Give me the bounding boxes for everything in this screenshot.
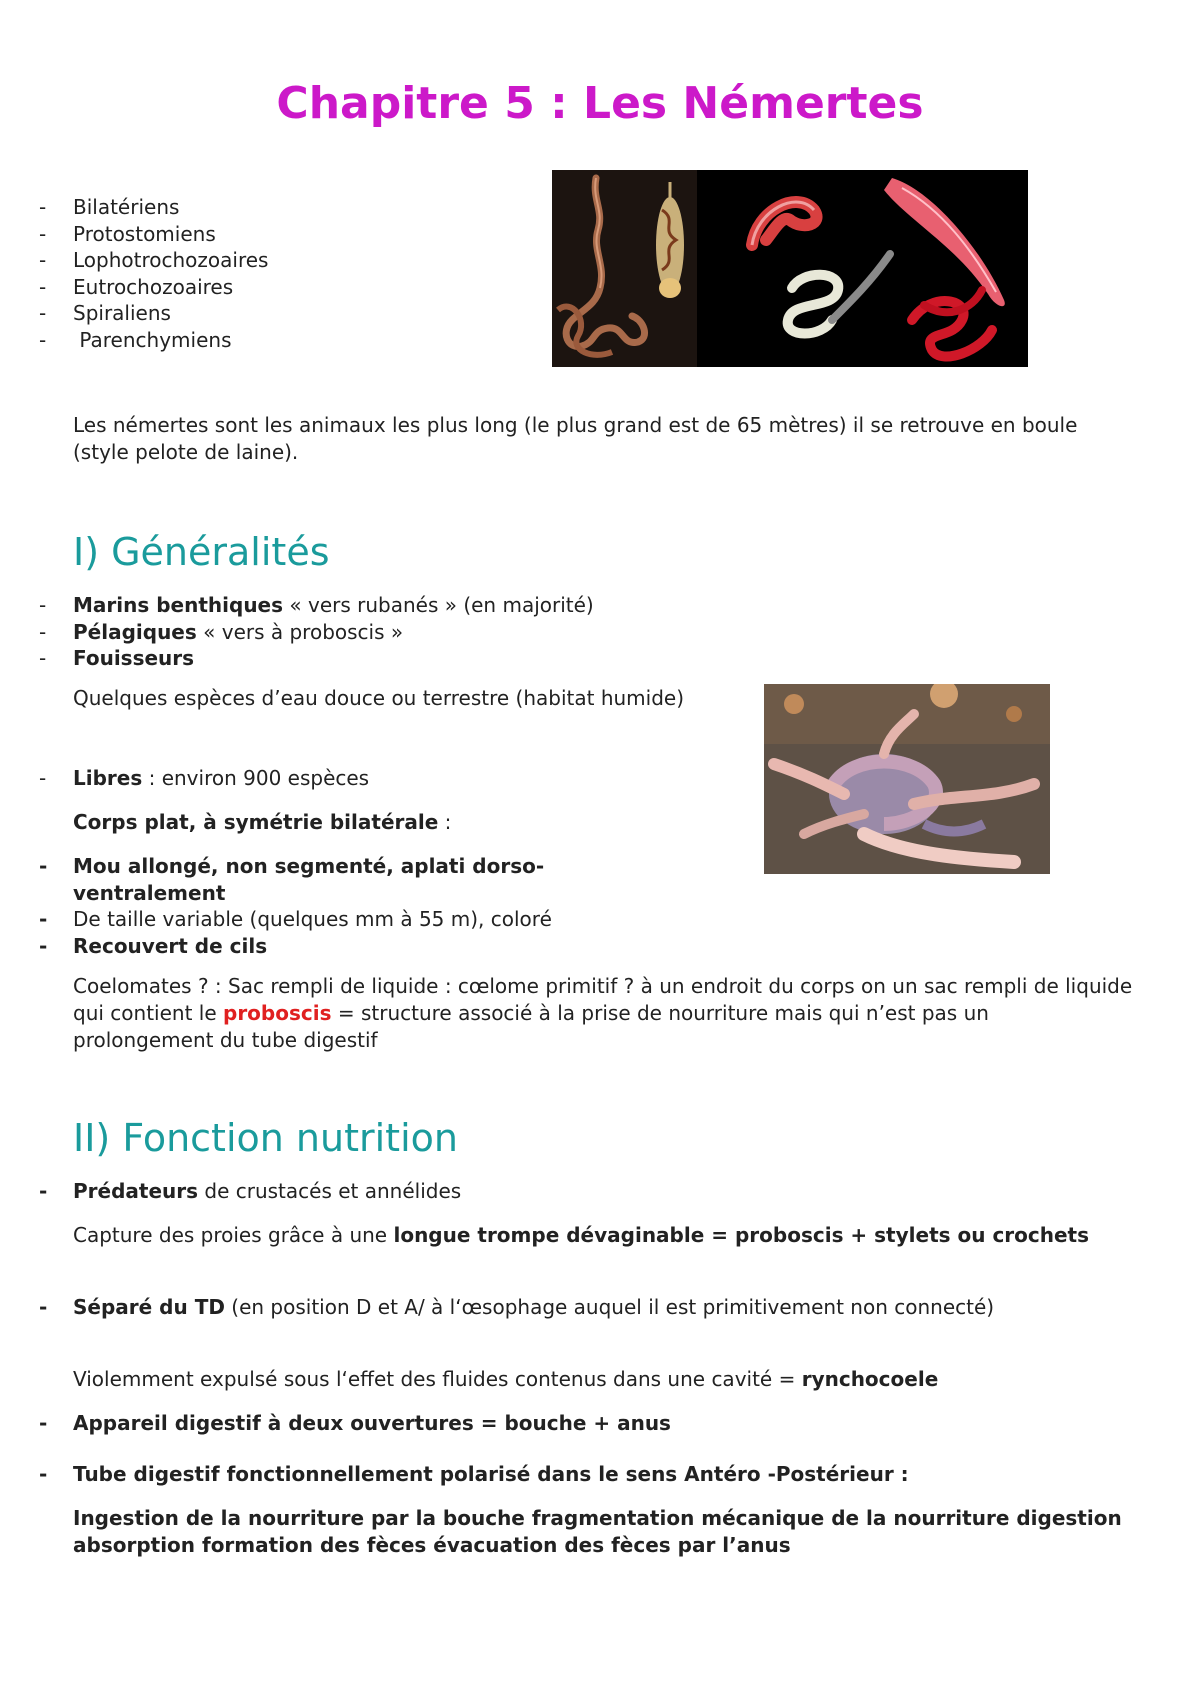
list-item: - Parenchymiens	[0, 327, 520, 354]
list-item: - Prédateurs de crustacés et annélides	[0, 1178, 1100, 1205]
nemertean-worms-photo	[552, 170, 1028, 367]
list-item: - Recouvert de cils	[0, 933, 690, 960]
list-item: - Eutrochozoaires	[0, 274, 520, 301]
separe-list	[0, 1294, 1133, 1321]
habitat-list	[0, 592, 800, 672]
page-title: Chapitre 5 : Les Némertes	[276, 78, 924, 129]
list-item: - Protostomiens	[0, 221, 520, 248]
intro-paragraph: Les némertes sont les animaux les plus long (le plus grand est de 65 mètres) il se retrouve en boule (style pelote de laine).	[73, 413, 1078, 464]
list-item: - Libres : environ 900 espèces	[0, 765, 700, 792]
list-item: - Bilatériens	[0, 194, 520, 221]
section-heading-generalites: I) Généralités	[73, 530, 330, 574]
appareil-list	[0, 1410, 1133, 1437]
body-shape-paragraph: Corps plat, à symétrie bilatérale :	[73, 810, 452, 834]
list-item: - De taille variable (quelques mm à 55 m), coloré	[0, 906, 690, 933]
freshwater-paragraph: Quelques espèces d’eau douce ou terrestre (habitat humide)	[73, 686, 685, 710]
tube-list	[0, 1461, 1133, 1488]
list-item: - Marins benthiques « vers rubanés » (en majorité)	[0, 592, 800, 619]
ingestion-paragraph: Ingestion de la nourriture par la bouche fragmentation mécanique de la nourriture digestion absorption formation des fèces évacuation des fèces par l’anus	[73, 1506, 1122, 1557]
libres-list	[0, 765, 700, 792]
section-heading-nutrition: II) Fonction nutrition	[73, 1116, 458, 1160]
list-item: - Spiraliens	[0, 300, 520, 327]
coelom-paragraph: Coelomates ? : Sac rempli de liquide : cœlome primitif ? à un endroit du corps on un sac rempli de liquide qui contient le proboscis = structure associé à la prise de nourriture mais qui n’est pas un prolongement du tube digestif	[73, 974, 1133, 1052]
body-features-list	[0, 853, 690, 959]
list-item: - Tube digestif fonctionnellement polarisé dans le sens Antéro -Postérieur :	[0, 1461, 1133, 1488]
classification-list	[0, 194, 520, 353]
ribbon-worms-photo	[764, 684, 1050, 874]
list-item: - Pélagiques « vers à proboscis »	[0, 619, 800, 646]
list-item: - Fouisseurs	[0, 645, 800, 672]
predator-list	[0, 1178, 1100, 1205]
expulse-paragraph: Violemment expulsé sous l‘effet des fluides contenus dans une cavité = rynchocoele	[73, 1367, 939, 1391]
list-item: - Appareil digestif à deux ouvertures = bouche + anus	[0, 1410, 1133, 1437]
capture-paragraph: Capture des proies grâce à une longue trompe dévaginable = proboscis + stylets ou crochets	[73, 1223, 1090, 1247]
list-item: - Mou allongé, non segmenté, aplati dorso-ventralement	[0, 853, 690, 906]
list-item: - Séparé du TD (en position D et A/ à l‘œsophage auquel il est primitivement non connecté)	[0, 1294, 1133, 1321]
list-item: - Lophotrochozoaires	[0, 247, 520, 274]
